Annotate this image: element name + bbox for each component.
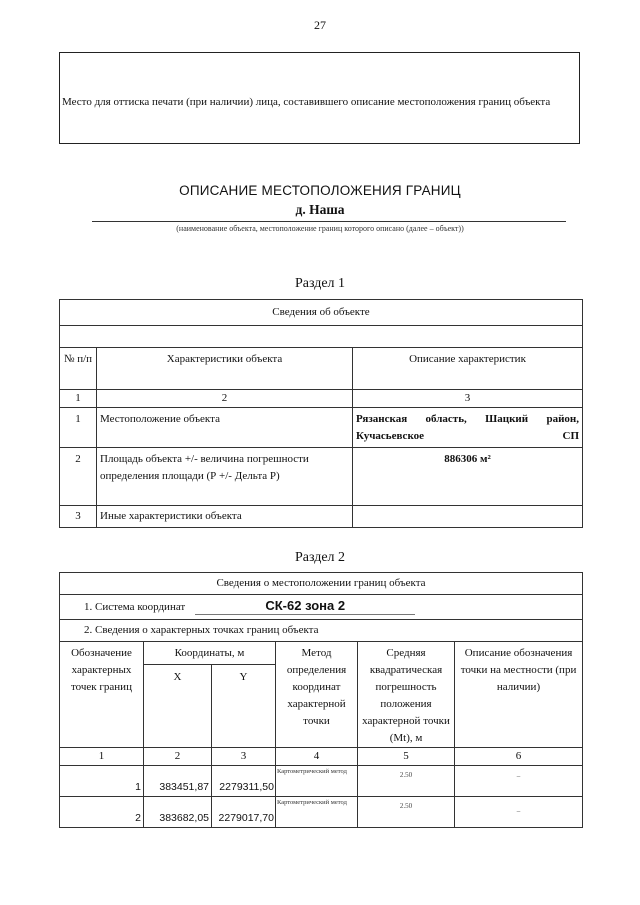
table-row bbox=[60, 506, 583, 528]
stamp-box-text: Место для оттиска печати (при наличии) лица, составившего описание местоположения границ объекта bbox=[62, 96, 551, 108]
point-y: 2279017,70 bbox=[212, 797, 276, 828]
col-header-error: Средняя квадратическая погрешность положения характерной точки (Mt), м bbox=[358, 642, 455, 748]
row-description: 886306 м² bbox=[353, 448, 583, 506]
row-num: 3 bbox=[60, 506, 97, 528]
coord-system-label: 1. Система координат bbox=[84, 601, 186, 613]
col-header-designation: Обозначение характерных точек границ bbox=[60, 642, 144, 748]
col-number: 3 bbox=[353, 390, 583, 408]
object-name-caption: (наименование объекта, местоположение границ которого описано (далее – объект)) bbox=[176, 224, 464, 233]
page-number: 27 bbox=[314, 18, 326, 32]
point-x: 383682,05 bbox=[144, 797, 212, 828]
col-number: 5 bbox=[358, 748, 455, 766]
col-number: 3 bbox=[212, 748, 276, 766]
section1-empty-row bbox=[60, 326, 583, 348]
row-characteristic: Местоположение объекта bbox=[97, 408, 353, 448]
col-header-x: X bbox=[144, 664, 212, 747]
object-name: д. Наша bbox=[295, 202, 345, 217]
section2-title: Раздел 2 bbox=[294, 550, 346, 565]
col-header-characteristic: Характеристики объекта bbox=[97, 348, 353, 390]
col-header-method: Метод определения координат характерной точки bbox=[276, 642, 358, 748]
point-method: Картометрический метод bbox=[276, 766, 358, 797]
col-number: 2 bbox=[97, 390, 353, 408]
row-num: 2 bbox=[60, 448, 97, 506]
table-row bbox=[60, 448, 583, 506]
col-header-point-description: Описание обозначения точки на местности (при наличии) bbox=[455, 642, 583, 748]
points-label: 2. Сведения о характерных точках границ объекта bbox=[60, 620, 583, 642]
section2-header: Сведения о местоположении границ объекта bbox=[60, 573, 583, 595]
point-method: Картометрический метод bbox=[276, 797, 358, 828]
table-row bbox=[60, 408, 583, 448]
coord-system-row bbox=[60, 595, 583, 620]
table-row bbox=[60, 797, 583, 828]
col-number: 6 bbox=[455, 748, 583, 766]
section1-table bbox=[59, 299, 583, 528]
point-id: 1 bbox=[60, 766, 144, 797]
row-description: Рязанская область, Шацкий район, Кучасьевское СП bbox=[353, 408, 583, 448]
col-header-num: № п/п bbox=[60, 348, 97, 390]
section2-table bbox=[59, 572, 583, 828]
col-header-y: Y bbox=[212, 664, 276, 747]
section1-title: Раздел 1 bbox=[294, 276, 346, 291]
row-characteristic: Иные характеристики объекта bbox=[97, 506, 353, 528]
col-number: 1 bbox=[60, 390, 97, 408]
col-header-coords: Координаты, м bbox=[144, 642, 276, 665]
coord-system-value: СК-62 зона 2 bbox=[195, 598, 415, 615]
col-number: 4 bbox=[276, 748, 358, 766]
object-name-underline bbox=[92, 221, 566, 222]
row-num: 1 bbox=[60, 408, 97, 448]
section1-header: Сведения об объекте bbox=[60, 300, 583, 326]
row-characteristic: Площадь объекта +/- величина погрешности определения площади (Р +/- Дельта Р) bbox=[97, 448, 353, 506]
point-error: 2.50 bbox=[358, 797, 455, 828]
point-id: 2 bbox=[60, 797, 144, 828]
point-description: – bbox=[455, 797, 583, 828]
document-title: ОПИСАНИЕ МЕСТОПОЛОЖЕНИЯ ГРАНИЦ bbox=[179, 183, 461, 198]
col-header-description: Описание характеристик bbox=[353, 348, 583, 390]
stamp-box bbox=[59, 52, 580, 144]
col-number: 2 bbox=[144, 748, 212, 766]
point-x: 383451,87 bbox=[144, 766, 212, 797]
point-description: – bbox=[455, 766, 583, 797]
row-description bbox=[353, 506, 583, 528]
point-y: 2279311,50 bbox=[212, 766, 276, 797]
col-number: 1 bbox=[60, 748, 144, 766]
table-row bbox=[60, 766, 583, 797]
point-error: 2.50 bbox=[358, 766, 455, 797]
